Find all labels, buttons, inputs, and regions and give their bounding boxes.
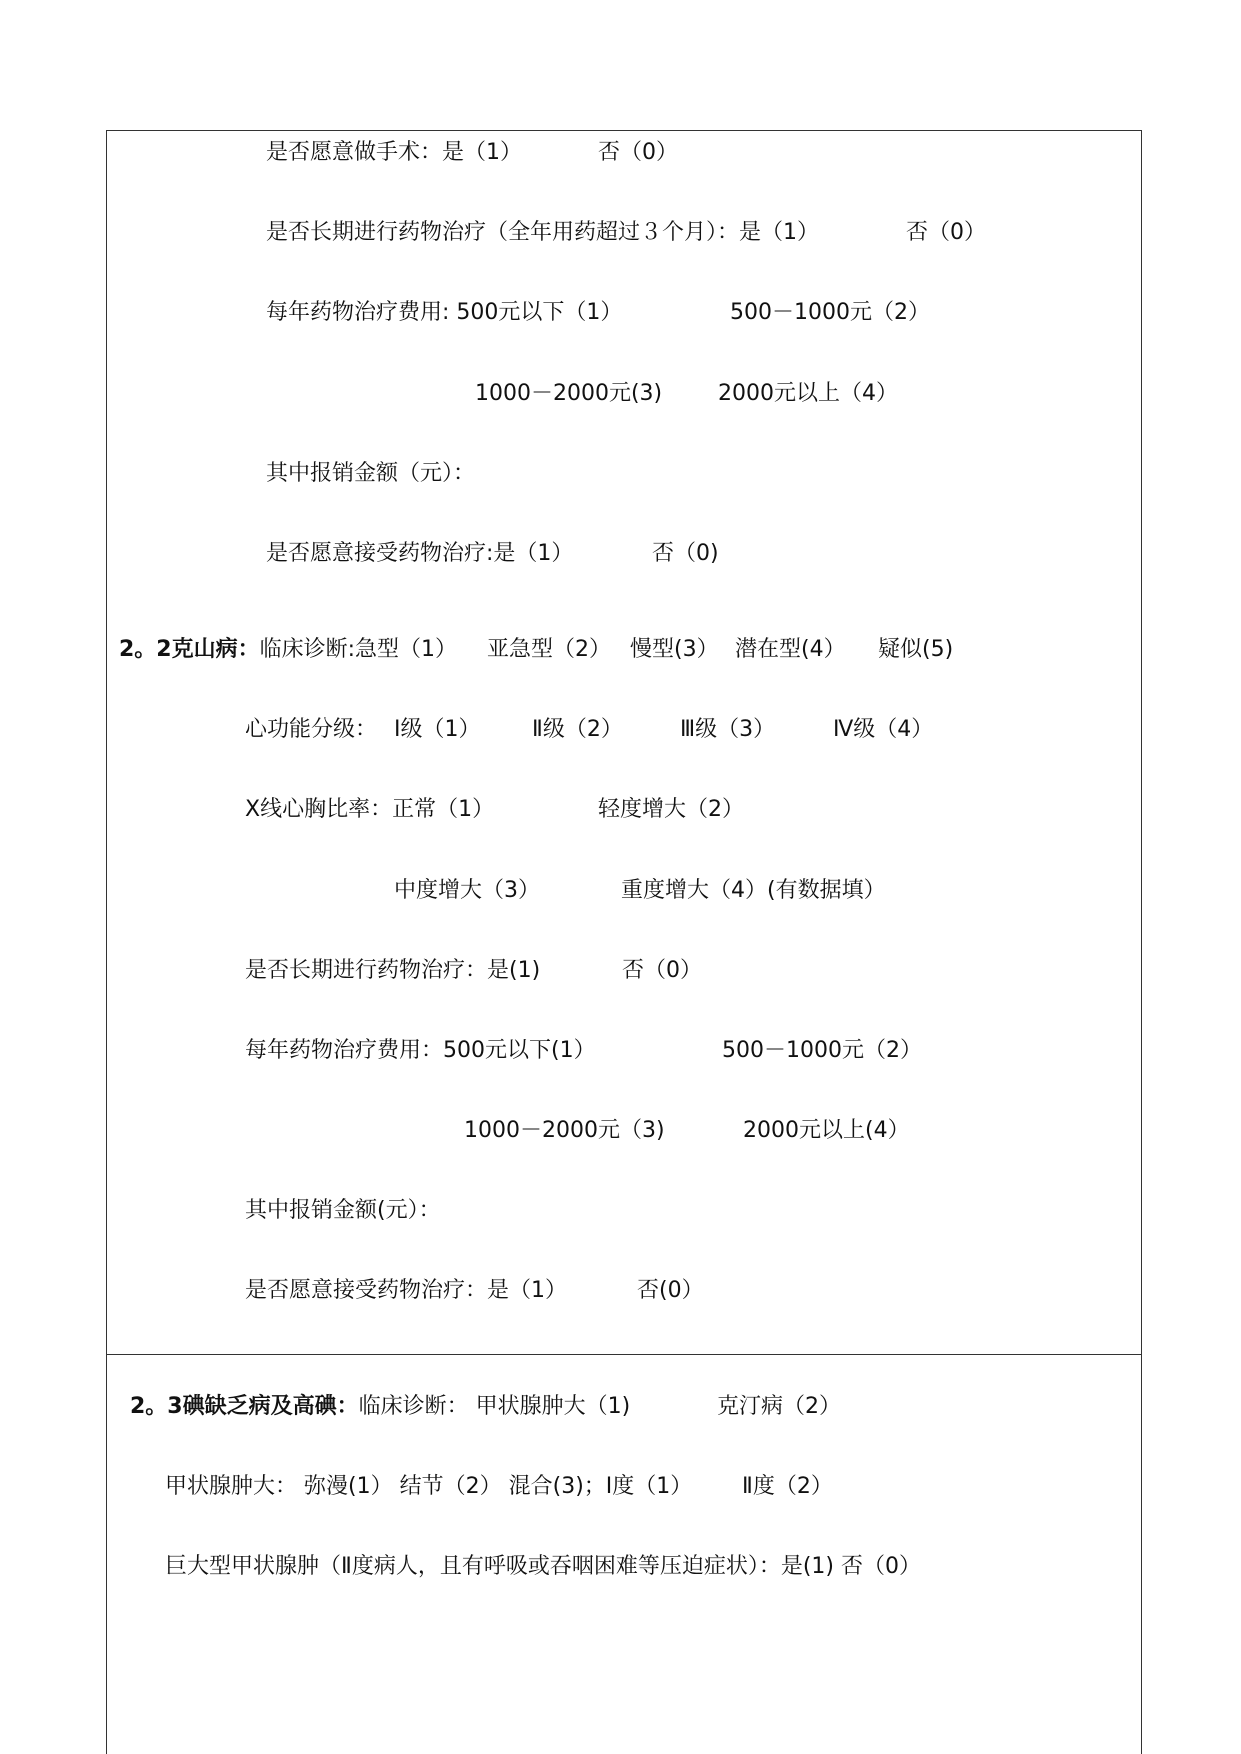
iodine-diag-option-1: 甲状腺肿大（1): [475, 1394, 631, 1419]
heart-function-option-4: Ⅳ级（4）: [833, 717, 934, 742]
keshan-long-med-row: [245, 958, 540, 984]
giant-goiter-row: [165, 1554, 921, 1580]
keshan-long-med-yes: 是(1): [487, 958, 541, 983]
goiter-option-1: 弥漫(1）: [304, 1474, 393, 1499]
cost-option-3-a: 1000－2000元(3): [475, 381, 663, 406]
long-med-no-a: 否（0）: [906, 220, 986, 245]
goiter-label: 甲状腺肿大：: [165, 1474, 298, 1499]
accept-row-a: [266, 541, 573, 567]
keshan-diagnosis-row: [119, 637, 457, 663]
keshan-cost-option-1: 500元以下(1）: [443, 1038, 596, 1063]
cost-label-a: 每年药物治疗费用:: [266, 300, 450, 325]
goiter-option-3: 混合(3)；: [508, 1474, 606, 1499]
keshan-diag-option-3: 慢型(3）: [630, 637, 719, 662]
accept-yes-a: 是（1）: [493, 541, 574, 566]
keshan-diag-option-5: 疑似(5): [878, 637, 954, 662]
keshan-diag-option-1: 急型（1）: [355, 637, 458, 662]
cost-option-1-a: 500元以下（1）: [456, 300, 623, 325]
keshan-cost-row: [245, 1038, 596, 1064]
iodine-diagnosis-row: [130, 1394, 630, 1420]
keshan-diag-option-2: 亚急型（2）: [487, 637, 611, 662]
xray-row: [245, 797, 494, 823]
giant-goiter-yes: 是(1): [780, 1554, 835, 1579]
heart-function-label: 心功能分级：: [245, 717, 378, 742]
goiter-degree-1: Ⅰ度（1）: [605, 1474, 693, 1499]
surgery-no-option: 否（0）: [598, 140, 678, 165]
surgery-willing-row: [266, 140, 522, 166]
heart-function-option-3: Ⅲ级（3）: [680, 717, 776, 742]
keshan-accept-row: [245, 1278, 567, 1304]
keshan-accept-label: 是否愿意接受药物治疗：: [245, 1278, 488, 1303]
heart-function-option-2: Ⅱ级（2）: [532, 717, 623, 742]
iodine-diag-option-2: 克汀病（2）: [717, 1394, 841, 1419]
xray-option-1: 正常（1）: [392, 797, 495, 822]
keshan-cost-option-3: 1000－2000元（3): [464, 1118, 665, 1143]
xray-option-4: 重度增大（4）(有数据填）: [621, 878, 886, 903]
xray-label: X线心胸比率：: [245, 797, 393, 822]
keshan-cost-label: 每年药物治疗费用：: [245, 1038, 444, 1063]
giant-goiter-no: 否（0）: [841, 1554, 922, 1579]
xray-option-3: 中度增大（3）: [394, 878, 540, 903]
keshan-reimb-label: 其中报销金额(元）：: [245, 1198, 441, 1223]
accept-no-a: 否（0): [652, 541, 719, 566]
keshan-accept-yes: 是（1）: [487, 1278, 568, 1303]
iodine-heading: 2。3碘缺乏病及高碘：: [130, 1394, 359, 1419]
long-med-label-a: 是否长期进行药物治疗（全年用药超过３个月）：: [266, 220, 740, 245]
xray-option-2: 轻度增大（2）: [598, 797, 744, 822]
long-med-row-a: [266, 220, 819, 246]
keshan-accept-no: 否(0）: [637, 1278, 704, 1303]
keshan-cost-option-4: 2000元以上(4）: [743, 1118, 910, 1143]
keshan-diag-label: 临床诊断:: [259, 637, 356, 662]
cost-row-a: [266, 300, 622, 326]
keshan-long-med-label: 是否长期进行药物治疗：: [245, 958, 488, 983]
cost-option-2-a: 500－1000元（2）: [730, 300, 930, 325]
keshan-heading: 2。2克山病：: [119, 637, 260, 662]
surgery-willing-label: 是否愿意做手术：: [266, 140, 443, 165]
keshan-long-med-no: 否（0）: [622, 958, 702, 983]
surgery-yes-option: 是（1）: [442, 140, 523, 165]
keshan-cost-option-2: 500－1000元（2）: [722, 1038, 922, 1063]
goiter-degree-2: Ⅱ度（2）: [742, 1474, 833, 1499]
reimb-label-a: 其中报销金额（元）：: [266, 461, 476, 486]
goiter-option-2: 结节（2）: [399, 1474, 502, 1499]
iodine-diag-label: 临床诊断：: [358, 1394, 469, 1419]
keshan-diag-option-4: 潜在型(4）: [735, 637, 846, 662]
giant-goiter-label: 巨大型甲状腺肿（Ⅱ度病人，且有呼吸或吞咽困难等压迫症状）：: [165, 1554, 781, 1579]
long-med-yes-a: 是（1）: [739, 220, 820, 245]
goiter-row: [165, 1474, 692, 1500]
accept-label-a: 是否愿意接受药物治疗:: [266, 541, 494, 566]
heart-function-option-1: Ⅰ级（1）: [394, 717, 481, 742]
cost-option-4-a: 2000元以上（4）: [718, 381, 898, 406]
